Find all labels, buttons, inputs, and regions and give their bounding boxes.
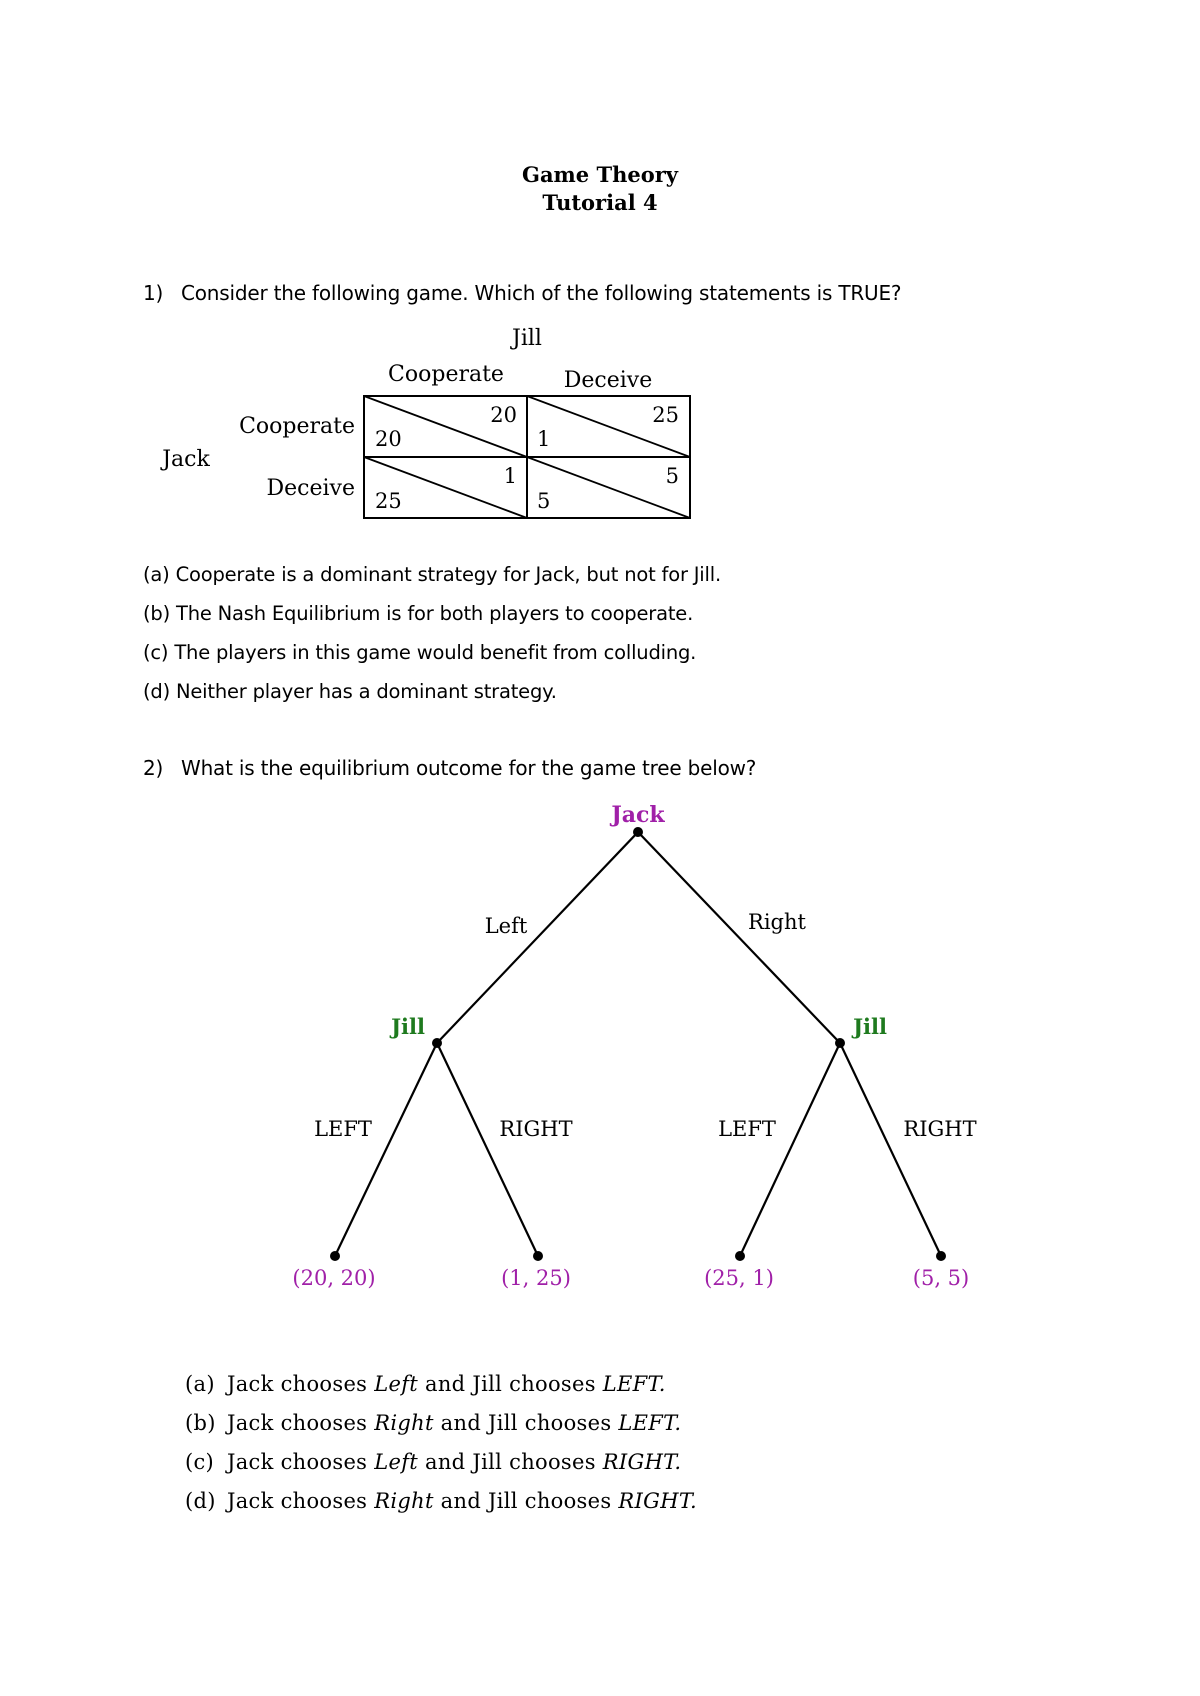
tree-edge — [840, 1043, 941, 1256]
question-1-text: Consider the following game. Which of the following statements is TRUE? — [181, 281, 902, 305]
cell-0-1-jill: 25 — [652, 403, 679, 427]
page-subtitle: Tutorial 4 — [542, 190, 658, 215]
tree-node-root — [633, 827, 643, 837]
sub-branch-label-right: RIGHT — [903, 1117, 977, 1141]
branch-label-left: Left — [484, 914, 528, 938]
sub-branch-label-left: LEFT — [718, 1117, 776, 1141]
cell-0-1-jack: 1 — [537, 427, 551, 451]
q2-option-c: (c) Jack chooses Left and Jill chooses RIGHT. — [185, 1450, 682, 1474]
tree-node-jill-right — [835, 1038, 845, 1048]
tree-leaf — [735, 1251, 745, 1261]
sub-branch-label-right: RIGHT — [499, 1117, 573, 1141]
cell-1-0-jack: 25 — [375, 489, 402, 513]
tree-node-jill-left — [432, 1038, 442, 1048]
payoff-leaf-3: (25, 1) — [704, 1266, 774, 1290]
cell-1-1-jack: 5 — [537, 489, 551, 513]
matrix-column-player: Jill — [512, 326, 542, 351]
cell-0-0-jack: 20 — [375, 427, 402, 451]
matrix-col-label-deceive: Deceive — [563, 368, 653, 393]
tree-edge — [437, 832, 638, 1043]
branch-label-right: Right — [748, 910, 806, 934]
q1-option-d: (d) Neither player has a dominant strategy. — [143, 680, 557, 703]
cell-1-0-jill: 1 — [503, 464, 517, 488]
page-title: Game Theory — [522, 162, 678, 187]
matrix-row-label-cooperate: Cooperate — [239, 414, 355, 439]
payoff-leaf-1: (20, 20) — [292, 1266, 376, 1290]
question-2 — [143, 756, 756, 780]
question-2-number: 2) — [143, 756, 164, 780]
sub-branch-label-left: LEFT — [314, 1117, 372, 1141]
tree-edge — [437, 1043, 538, 1256]
payoff-leaf-2: (1, 25) — [501, 1266, 571, 1290]
cell-1-1-jill: 5 — [665, 464, 679, 488]
tree-edge — [335, 1043, 437, 1256]
tree-jill-left-label: Jill — [391, 1014, 425, 1039]
q1-option-b: (b) The Nash Equilibrium is for both players to cooperate. — [143, 602, 694, 625]
q2-option-b: (b) Jack chooses Right and Jill chooses LEFT. — [185, 1411, 682, 1435]
cell-0-0-jill: 20 — [490, 403, 517, 427]
game-tree — [292, 802, 976, 1290]
tree-leaf — [330, 1251, 340, 1261]
question-2-text: What is the equilibrium outcome for the game tree below? — [181, 756, 757, 780]
tree-edge — [740, 1043, 840, 1256]
question-1-number: 1) — [143, 281, 164, 305]
tree-jill-right-label: Jill — [853, 1014, 887, 1039]
tree-leaf — [533, 1251, 543, 1261]
matrix-col-label-cooperate: Cooperate — [388, 362, 504, 387]
tree-edge — [638, 832, 840, 1043]
q1-option-c: (c) The players in this game would benefit from colluding. — [143, 641, 697, 664]
matrix-row-player: Jack — [162, 447, 210, 472]
q2-option-a: (a) Jack chooses Left and Jill chooses LEFT. — [185, 1372, 666, 1396]
payoff-leaf-4: (5, 5) — [912, 1266, 970, 1290]
tree-leaf — [936, 1251, 946, 1261]
q2-option-d: (d) Jack chooses Right and Jill chooses RIGHT. — [185, 1489, 698, 1513]
q1-option-a: (a) Cooperate is a dominant strategy for Jack, but not for Jill. — [143, 563, 721, 586]
matrix-row-label-deceive: Deceive — [266, 476, 355, 501]
tree-root-player: Jack — [611, 802, 665, 828]
